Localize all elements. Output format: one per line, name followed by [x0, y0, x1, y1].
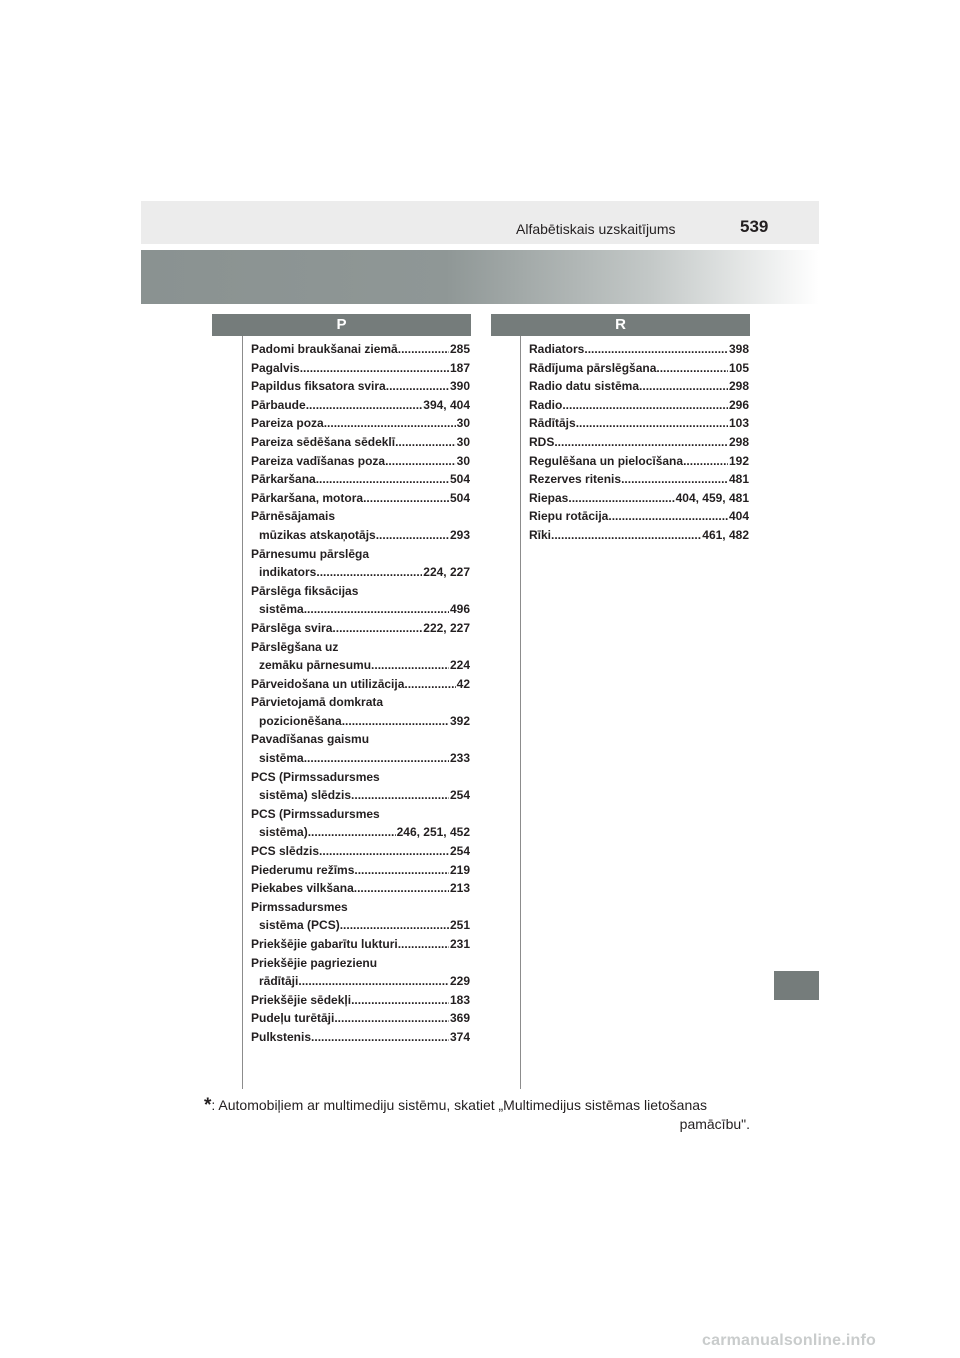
index-entry-term: zemāku pārnesumu — [259, 658, 372, 673]
dot-leader — [342, 712, 449, 731]
index-entry-pages: 285 — [449, 342, 470, 356]
index-entry-term: mūzikas atskaņotājs — [259, 527, 376, 542]
index-entry-pages: 298 — [728, 434, 749, 449]
dot-leader — [621, 470, 728, 489]
index-entry-pages: 404, 459, 481 — [675, 490, 749, 505]
dot-leader — [306, 396, 423, 415]
index-entry-pages: 224 — [449, 658, 470, 673]
index-entry-pages: 481 — [728, 472, 749, 487]
footnote — [204, 1096, 750, 1134]
index-entry — [251, 749, 470, 768]
dot-leader — [639, 377, 728, 396]
index-entry — [529, 526, 749, 545]
index-entry-pages: 30 — [456, 416, 470, 431]
dot-leader — [304, 749, 449, 768]
dot-leader — [568, 489, 674, 508]
index-entry-pages: 394, 404 — [423, 397, 470, 412]
index-entry-pages: 192 — [728, 453, 749, 468]
index-entry-term: Padomi braukšanai ziemā — [251, 342, 398, 356]
index-entry — [529, 396, 749, 415]
dot-leader — [354, 879, 449, 898]
index-entry-pages: 392 — [449, 713, 470, 728]
index-entry-pages: 254 — [449, 788, 470, 803]
index-entry — [251, 452, 470, 471]
dot-leader — [304, 600, 449, 619]
index-entry — [251, 526, 470, 545]
index-entry-term: Pagalvis — [251, 360, 300, 375]
index-entry-term: Rīki — [529, 527, 552, 542]
dot-leader — [300, 359, 449, 378]
index-entry-pages: 187 — [449, 360, 470, 375]
index-entry — [251, 712, 470, 731]
index-entry — [251, 935, 470, 954]
index-entry — [251, 1009, 470, 1028]
index-entry — [251, 823, 470, 842]
index-entry-term: Pārveidošana un utilizācija — [251, 676, 405, 691]
index-entry — [251, 563, 470, 582]
index-entry — [529, 433, 749, 452]
index-entry — [251, 861, 470, 880]
dot-leader — [584, 340, 728, 359]
index-entry-term: Radio — [529, 397, 563, 412]
index-entry-term: Regulēšana un pielocīšana — [529, 453, 684, 468]
index-entry-term: sistēma (PCS) — [259, 918, 340, 933]
dot-leader — [311, 1028, 449, 1047]
dot-leader — [332, 619, 422, 638]
index-entry-pages: 404 — [728, 509, 749, 524]
section-header-right: R — [491, 314, 750, 336]
index-entry-pages: 213 — [449, 881, 470, 896]
dot-leader — [562, 396, 728, 415]
index-entry-pages: 246, 251, 452 — [396, 825, 470, 840]
dot-leader — [316, 470, 449, 489]
index-entry-pages: 254 — [449, 844, 470, 859]
index-entry-term: Pudeļu turētāji — [251, 1011, 335, 1026]
index-entry — [529, 414, 749, 433]
index-entry-heading: Pārslēgšana uz — [251, 639, 339, 654]
index-entry-term: Riepu rotācija — [529, 509, 609, 524]
index-entry — [529, 489, 749, 508]
watermark[interactable]: carmanualsonline.info — [702, 1332, 877, 1349]
dot-leader — [316, 563, 422, 582]
index-entry — [251, 842, 470, 861]
index-entry-pages: 30 — [456, 434, 470, 449]
index-entry-pages: 369 — [449, 1011, 470, 1026]
dot-leader — [404, 675, 455, 694]
right-column-rule — [520, 336, 521, 1089]
index-entry — [251, 916, 470, 935]
index-entry — [251, 359, 470, 378]
index-entry-pages: 390 — [449, 379, 470, 394]
index-entry-term: Radiators — [529, 342, 585, 356]
gradient-band — [141, 250, 819, 304]
index-entry-heading: Pārnesumu pārslēga — [251, 546, 370, 561]
dot-leader — [363, 489, 449, 508]
section-header-left: P — [212, 314, 471, 336]
dot-leader — [608, 507, 728, 526]
dot-leader — [319, 842, 449, 861]
index-entry-pages: 233 — [449, 751, 470, 766]
index-entry-term: Priekšējie gabarītu lukturi — [251, 937, 398, 951]
index-entry — [529, 359, 749, 378]
index-entry-pages: 461, 482 — [702, 527, 749, 542]
index-entry — [251, 489, 470, 508]
index-entry-heading: Pirmssadursmes — [251, 899, 348, 914]
index-entry — [251, 414, 470, 433]
index-entry-pages: 30 — [456, 453, 470, 468]
index-entry-pages: 222, 227 — [423, 620, 470, 635]
index-entry-pages: 229 — [449, 974, 470, 989]
index-entry-pages: 374 — [449, 1029, 470, 1044]
index-entry-term: Rādītājs — [529, 416, 576, 431]
index-entry-heading: Pārnēsājamais — [251, 509, 336, 524]
index-entry-pages: 398 — [728, 342, 749, 356]
index-entry — [251, 786, 470, 805]
index-entry-pages: 251 — [449, 918, 470, 933]
index-entry-pages: 296 — [728, 397, 749, 412]
index-column-right — [529, 340, 749, 545]
dot-leader — [554, 433, 728, 452]
dot-leader — [351, 991, 449, 1010]
index-entry-term: Piekabes vilkšana — [251, 881, 354, 896]
index-entry-term: sistēma) — [259, 825, 308, 840]
header-title: Alfabētiskais uzskaitījums — [516, 221, 676, 237]
index-entry — [251, 1028, 470, 1047]
footnote-line1: : Automobiļiem ar multimediju sistēmu, skatiet „Multimedijus sistēmas lietošanas — [211, 1097, 708, 1113]
index-entry-pages: 103 — [728, 416, 749, 431]
dot-leader — [576, 414, 728, 433]
index-entry — [251, 470, 470, 489]
index-entry-term: Priekšējie sēdekļi — [251, 992, 352, 1007]
index-entry-term: Radio datu sistēma — [529, 379, 640, 394]
dot-leader — [398, 340, 449, 359]
index-entry — [529, 377, 749, 396]
dot-leader — [683, 452, 728, 471]
dot-leader — [551, 526, 701, 545]
index-entry-term: sistēma) slēdzis — [259, 788, 352, 803]
dot-leader — [308, 823, 396, 842]
index-entry-pages: 231 — [449, 937, 470, 951]
index-entry-term: Piederumu režīms — [251, 862, 355, 877]
index-entry-pages: 183 — [449, 992, 470, 1007]
index-entry-heading: Pavadīšanas gaismu — [251, 732, 370, 747]
index-entry-term: Pareiza poza — [251, 416, 324, 431]
dot-leader — [334, 1009, 449, 1028]
dot-leader — [298, 972, 449, 991]
index-entry — [251, 396, 470, 415]
index-entry — [529, 340, 749, 359]
index-entry-pages: 42 — [456, 676, 470, 691]
index-entry — [529, 452, 749, 471]
index-entry-pages: 504 — [449, 472, 470, 487]
index-entry-pages: 219 — [449, 862, 470, 877]
index-entry-pages: 496 — [449, 602, 470, 617]
index-entry-heading: PCS (Pirmssadursmes — [251, 769, 380, 784]
index-entry-term: Riepas — [529, 490, 569, 505]
dot-leader — [656, 359, 728, 378]
dot-leader — [386, 377, 449, 396]
dot-leader — [371, 656, 449, 675]
index-entry-term: rādītāji — [259, 974, 299, 989]
left-column-rule — [242, 336, 243, 1089]
index-entry-pages: 105 — [728, 360, 749, 375]
index-entry-heading: Priekšējie pagriezienu — [251, 955, 378, 970]
index-entry — [529, 470, 749, 489]
chapter-tab — [774, 971, 819, 1000]
index-entry-term: Papildus fiksatora svira — [251, 379, 386, 394]
footnote-marker: * — [204, 1095, 212, 1116]
index-entry-heading: Pārvietojamā domkrata — [251, 695, 384, 710]
page-number: 539 — [740, 217, 769, 236]
index-entry-term: Pārslēga svira — [251, 620, 333, 635]
dot-leader — [324, 414, 456, 433]
dot-leader — [354, 861, 449, 880]
index-entry — [529, 507, 749, 526]
index-entry — [251, 619, 470, 638]
index-entry-term: Pārkaršana — [251, 472, 316, 487]
index-entry-term: Pārkaršana, motora — [251, 490, 364, 505]
index-entry-term: Pārbaude — [251, 397, 306, 412]
index-entry-term: sistēma — [259, 751, 304, 766]
index-entry-term: indikators — [259, 565, 317, 580]
footnote-line2: pamācību". — [679, 1116, 750, 1132]
index-entry-pages: 224, 227 — [423, 565, 470, 580]
dot-leader — [385, 452, 456, 471]
index-entry — [251, 433, 470, 452]
index-entry — [251, 656, 470, 675]
index-entry-term: Rezerves ritenis — [529, 472, 622, 487]
index-entry-term: Pareiza vadīšanas poza — [251, 453, 386, 468]
index-entry-term: Pareiza sēdēšana sēdeklī — [251, 434, 396, 449]
dot-leader — [395, 433, 456, 452]
index-entry-term: sistēma — [259, 602, 304, 617]
index-entry — [251, 879, 470, 898]
index-entry-term: Pulkstenis — [251, 1029, 312, 1044]
dot-leader — [340, 916, 449, 935]
index-entry — [251, 675, 470, 694]
index-entry — [251, 600, 470, 619]
index-entry-heading: PCS (Pirmssadursmes — [251, 806, 380, 821]
index-entry — [251, 972, 470, 991]
index-entry-pages: 293 — [449, 527, 470, 542]
index-entry-term: pozicionēšana — [259, 713, 342, 728]
dot-leader — [376, 526, 449, 545]
index-entry-term: RDS — [529, 434, 555, 449]
index-entry — [251, 991, 470, 1010]
index-entry-pages: 298 — [728, 379, 749, 394]
index-entry-heading: Pārslēga fiksācijas — [251, 583, 359, 598]
index-entry — [251, 340, 470, 359]
index-entry-term: PCS slēdzis — [251, 844, 320, 859]
dot-leader — [398, 935, 449, 954]
dot-leader — [351, 786, 449, 805]
index-entry — [251, 377, 470, 396]
index-column-left — [251, 340, 470, 1047]
index-entry-term: Rādījuma pārslēgšana — [529, 360, 657, 375]
index-entry-pages: 504 — [449, 490, 470, 505]
header-bar — [141, 201, 819, 244]
